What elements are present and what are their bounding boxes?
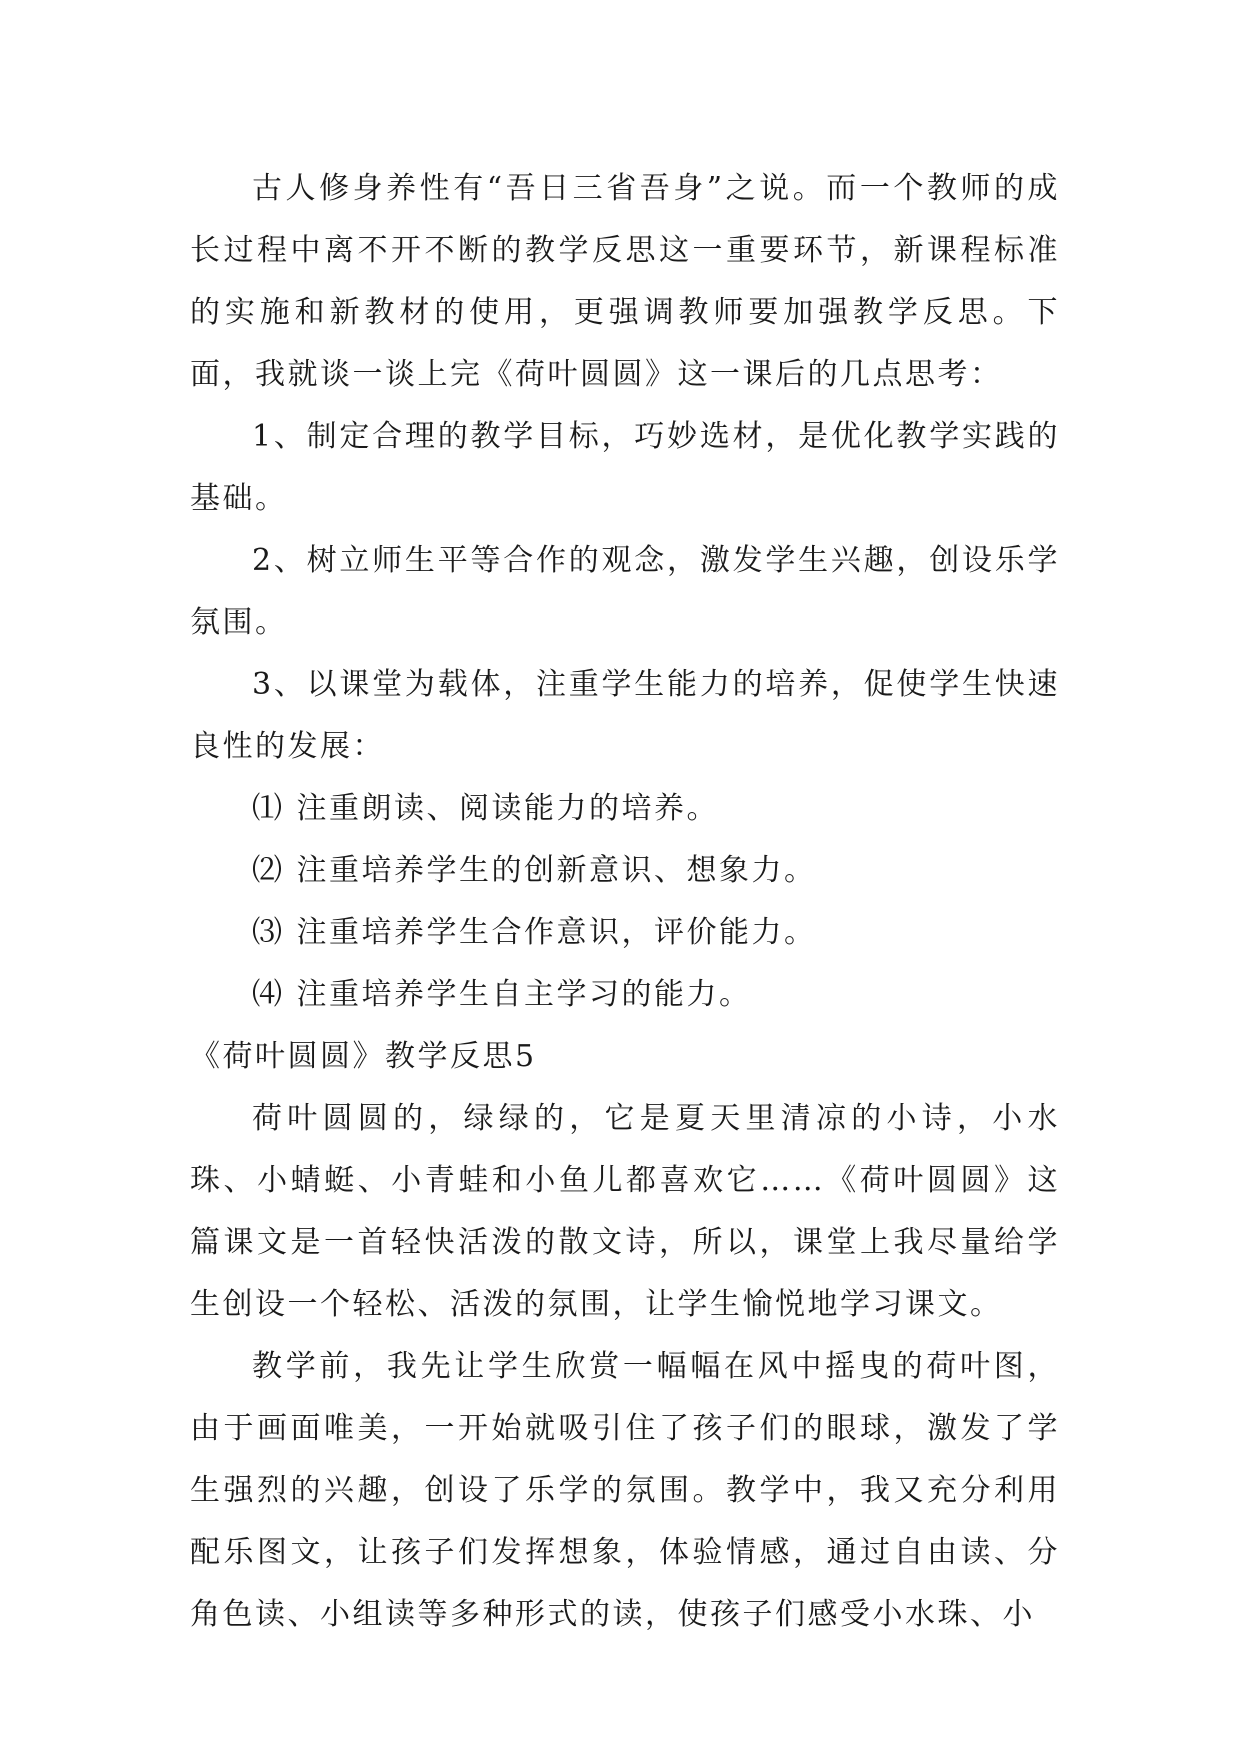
sub-item-3: ⑶ 注重培养学生合作意识，评价能力。 <box>252 915 817 950</box>
point-1: 1、制定合理的教学目标，巧妙选材，是优化教学实践的基础。 <box>190 419 1060 516</box>
section-heading: 《荷叶圆圆》教学反思5 <box>190 1039 537 1074</box>
section-paragraph-1: 荷叶圆圆的，绿绿的，它是夏天里清凉的小诗，小水珠、小蜻蜓、小青蛙和小鱼儿都喜欢它……《荷叶圆圆》这篇课文是一首轻快活泼的散文诗，所以，课堂上我尽量给学生创设一个轻松、活泼的氛围，让学生愉悦地学习课文。 <box>190 1101 1060 1322</box>
sub-item-2: ⑵ 注重培养学生的创新意识、想象力。 <box>252 853 817 888</box>
point-3: 3、以课堂为载体，注重学生能力的培养，促使学生快速良性的发展： <box>190 667 1060 764</box>
sub-item-1: ⑴ 注重朗读、阅读能力的培养。 <box>252 791 720 826</box>
point-2: 2、树立师生平等合作的观念，激发学生兴趣，创设乐学氛围。 <box>190 543 1060 640</box>
intro-paragraph: 古人修身养性有“吾日三省吾身”之说。而一个教师的成长过程中离不开不断的教学反思这一重要环节，新课程标准的实施和新教材的使用，更强调教师要加强教学反思。下面，我就谈一谈上完《荷叶圆圆》这一课后的几点思考： <box>190 171 1060 392</box>
sub-item-4: ⑷ 注重培养学生自主学习的能力。 <box>252 977 752 1012</box>
document-body <box>190 158 1060 1646</box>
section-paragraph-2: 教学前，我先让学生欣赏一幅幅在风中摇曳的荷叶图，由于画面唯美，一开始就吸引住了孩子们的眼球，激发了学生强烈的兴趣，创设了乐学的氛围。教学中，我又充分利用配乐图文，让孩子们发挥想象，体验情感，通过自由读、分角色读、小组读等多种形式的读，使孩子们感受小水珠、小 <box>190 1349 1060 1632</box>
